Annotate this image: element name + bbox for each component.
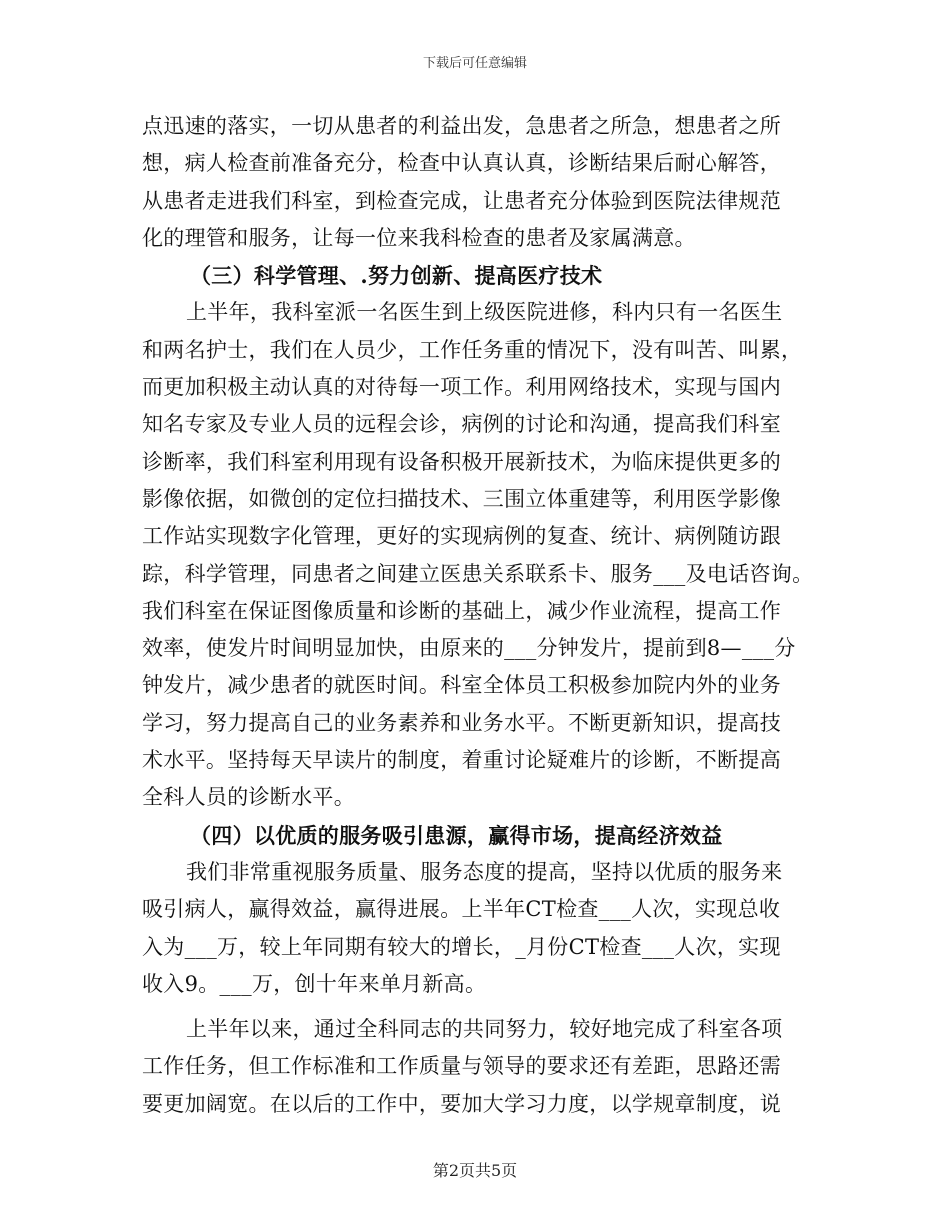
text-line: 想，病人检查前准备充分，检查中认真认真，诊断结果后耐心解答， (142, 151, 781, 176)
text-line: 诊断率，我们科室利用现有设备积极开展新技术，为临床提供更多的 (142, 449, 781, 474)
text-line: 知名专家及专业人员的远程会诊，病例的讨论和沟通，提高我们科室 (142, 412, 781, 437)
text-line: 影像依据，如微创的定位扫描技术、三围立体重建等，利用医学影像 (142, 486, 781, 511)
document-body (142, 108, 818, 1123)
text-line: 学习，努力提高自己的业务素养和业务水平。不断更新知识，提高技 (142, 710, 781, 735)
text-line: 钟发片，减少患者的就医时间。科室全体员工积极参加院内外的业务 (142, 673, 781, 698)
paragraph-2 (142, 294, 818, 816)
paragraph-4 (142, 1011, 818, 1123)
text-line: 上半年，我科室派一名医生到上级医院进修，科内只有一名医生 (186, 300, 783, 325)
text-line: 上半年以来，通过全科同志的共同努力，较好地完成了科室各项 (186, 1017, 783, 1042)
section-heading-4: （四）以优质的服务吸引患源，赢得市场，提高经济效益 (190, 822, 723, 848)
text-line: 术水平。坚持每天早读片的制度，着重讨论疑难片的诊断，不断提高 (142, 748, 781, 773)
paragraph-3 (142, 854, 818, 1003)
text-line: 吸引病人，赢得效益，赢得进展。上半年CT检查___人次，实现总收 (142, 897, 781, 922)
text-line: 工作站实现数字化管理，更好的实现病例的复查、统计、病例随访跟 (142, 524, 781, 549)
paragraph-spacer (142, 1003, 818, 1011)
text-line: 入为___万，较上年同期有较大的增长，_月份CT检查___人次，实现 (142, 934, 781, 959)
text-line: 全科人员的诊断水平。 (142, 785, 355, 810)
text-line: 而更加积极主动认真的对待每一项工作。利用网络技术，实现与国内 (142, 375, 781, 400)
text-line: 化的理管和服务，让每一位来我科检查的患者及家属满意。 (142, 225, 696, 250)
section-heading-3: （三）科学管理、.努力创新、提高医疗技术 (190, 263, 603, 289)
text-line: 要更加阔宽。在以后的工作中，要加大学习力度，以学规章制度，说 (142, 1091, 781, 1116)
text-line: 从患者走进我们科室，到检查完成，让患者充分体验到医院法律规范 (142, 188, 781, 213)
text-line: 工作任务，但工作标准和工作质量与领导的要求还有差距，思路还需 (142, 1054, 781, 1079)
text-line: 我们科室在保证图像质量和诊断的基础上，减少作业流程，提高工作 (142, 598, 781, 623)
text-line: 效率，使发片时间明显加快，由原来的___分钟发片，提前到8—___分 (142, 636, 796, 661)
paragraph-1 (142, 108, 818, 257)
page-header: 下载后可任意编辑 (422, 56, 527, 71)
text-line: 收入9。___万，创十年来单月新高。 (142, 971, 487, 996)
text-line: 踪，科学管理，同患者之间建立医患关系联系卡、服务___及电话咨询。 (142, 561, 814, 586)
text-line: 点迅速的落实，一切从患者的利益出发，急患者之所急，想患者之所 (142, 114, 781, 138)
text-line: 和两名护士，我们在人员少，工作任务重的情况下，没有叫苦、叫累， (142, 337, 803, 362)
page-number-footer: 第2页共5页 (432, 1161, 518, 1180)
text-line: 我们非常重视服务质量、服务态度的提高，坚持以优质的服务来 (186, 859, 783, 884)
